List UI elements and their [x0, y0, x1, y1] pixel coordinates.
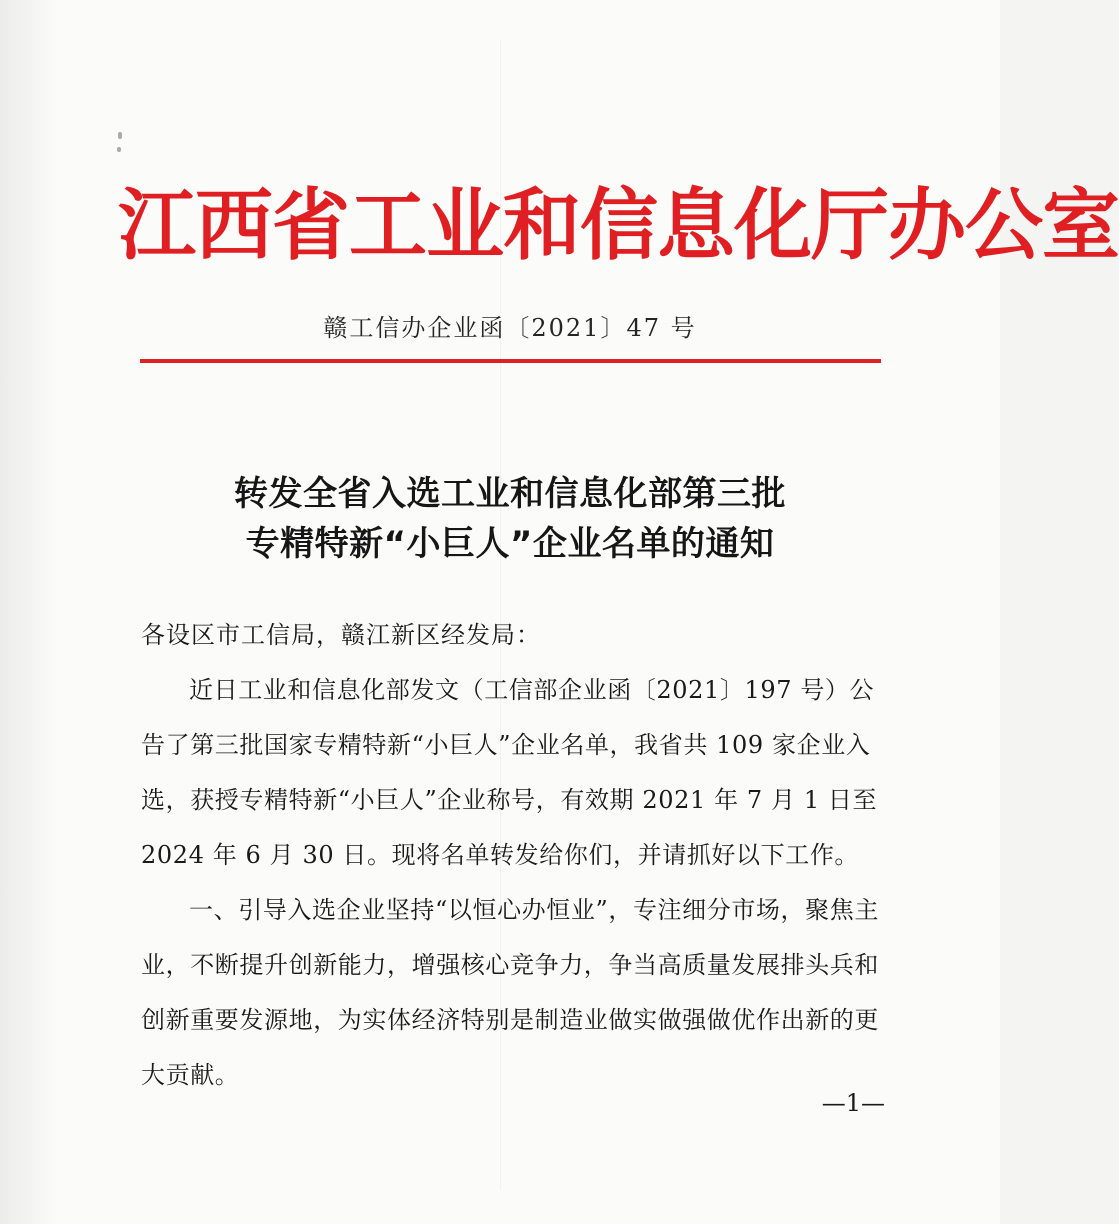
- scan-shadow: [0, 0, 58, 1224]
- document-number: 赣工信办企业函〔2021〕47 号: [323, 314, 697, 342]
- body-paragraph-2: 一、引导入选企业坚持“以恒心办恒业”，专注细分市场，聚焦主业，不断提升创新能力，增强核心竞争力，争当高质量发展排头兵和创新重要发源地，为实体经济特别是制造业做实做强做优作出新的更大贡献。: [141, 896, 879, 1089]
- salutation: 各设区市工信局，赣江新区经发局：: [141, 621, 541, 649]
- notice-title-line-2: 专精特新“小巨人”企业名单的通知: [245, 524, 775, 564]
- scan-speck: [118, 132, 122, 139]
- red-header-rule: [140, 359, 881, 363]
- page-number: —1—: [821, 1089, 885, 1117]
- notice-title: [150, 469, 870, 569]
- notice-title-line-1: 转发全省入选工业和信息化部第三批: [234, 474, 786, 514]
- document-body: [141, 608, 881, 1103]
- body-paragraph-1: 近日工业和信息化部发文（工信部企业函〔2021〕197 号）公告了第三批国家专精特新“小巨人”企业名单，我省共 109 家企业入选，获授专精特新“小巨人”企业称号，有效期 2021 年 7 月 1 日至 2024 年 6 月 30 日。现将名单转发给你们，并请抓好以下工作。: [141, 676, 878, 869]
- letterhead-title: 江西省工业和信息化厅办公室: [118, 180, 1119, 272]
- scan-speck: [117, 147, 121, 152]
